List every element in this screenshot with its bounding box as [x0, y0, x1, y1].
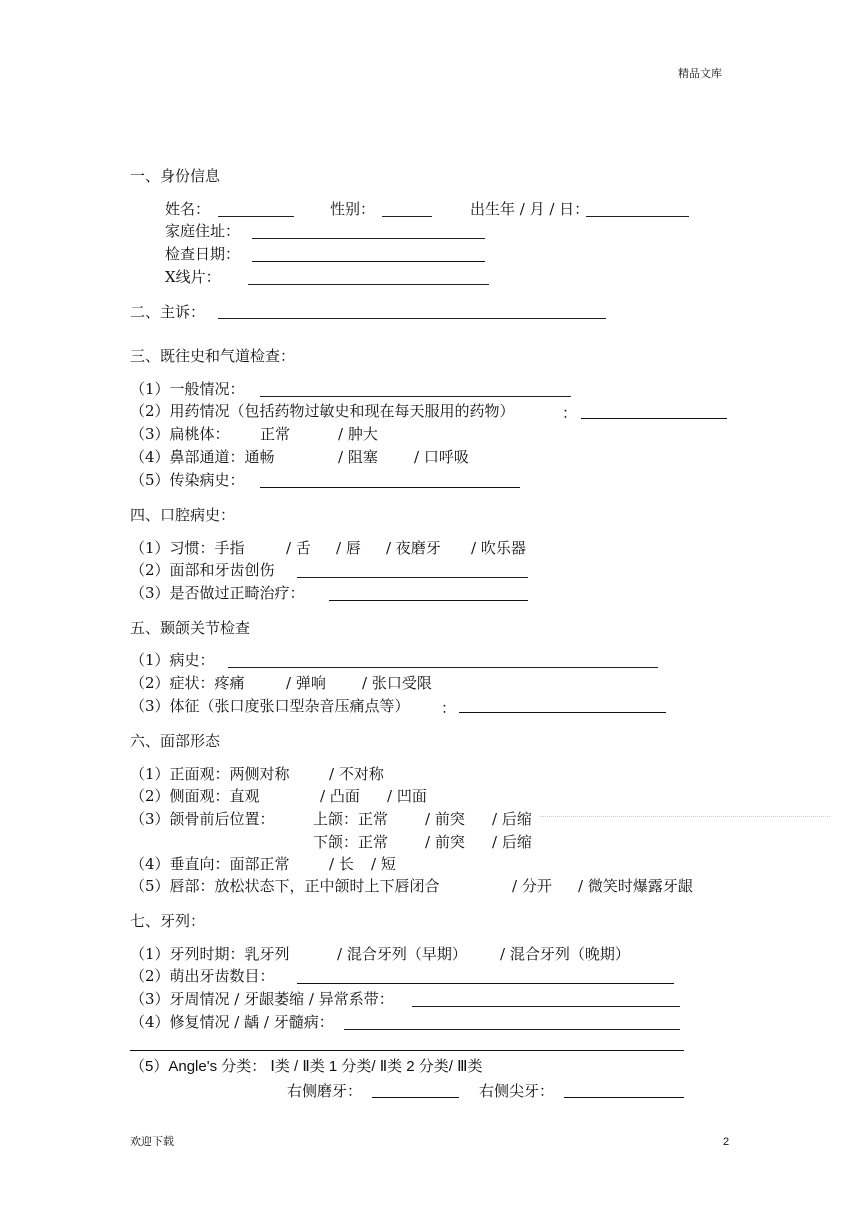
dotted-guide: [540, 816, 830, 817]
tmj-clicking-option[interactable]: / 弹响: [286, 674, 326, 692]
right-molar-label: 右侧磨牙：: [287, 1082, 363, 1100]
lower-jaw-retract-option[interactable]: / 后缩: [492, 833, 532, 851]
tonsil-label: （3）扁桃体：: [130, 425, 230, 443]
gummy-smile-option[interactable]: / 微笑时爆露牙龈: [578, 877, 693, 895]
tmj-signs-field[interactable]: [459, 712, 666, 713]
name-field[interactable]: [218, 216, 294, 217]
tmj-history-label: （1）病史：: [130, 651, 215, 669]
upper-jaw-protrude-option[interactable]: / 前突: [425, 810, 465, 828]
infectious-history-field[interactable]: [260, 487, 520, 488]
vertical-short-option[interactable]: / 短: [371, 855, 396, 873]
xray-label: X线片：: [165, 268, 221, 286]
tmj-symptoms-label: （2）症状：疼痛: [130, 674, 245, 692]
habit-wind-instrument-option[interactable]: / 吹乐器: [471, 539, 526, 557]
tmj-signs-colon: ：: [441, 699, 457, 717]
profile-concave-option[interactable]: / 凹面: [387, 787, 427, 805]
medication-label: （2）用药情况（包括药物过敏史和现在每天服用的药物）: [130, 402, 515, 420]
right-canine-label: 右侧尖牙：: [479, 1082, 555, 1100]
section-history-title: 三、既往史和气道检查：: [130, 347, 296, 365]
mixed-late-option[interactable]: / 混合牙列（晚期）: [500, 945, 630, 963]
nasal-passage-label: （4）鼻部通道：通畅: [130, 448, 275, 466]
periodontal-label: （3）牙周情况 / 牙龈萎缩 / 异常系带：: [130, 990, 394, 1008]
upper-jaw-retract-option[interactable]: / 后缩: [492, 810, 532, 828]
habit-bruxism-option[interactable]: / 夜磨牙: [386, 539, 441, 557]
erupted-teeth-field[interactable]: [297, 983, 674, 984]
exam-date-field[interactable]: [252, 261, 485, 262]
frontal-asymmetric-option[interactable]: / 不对称: [329, 765, 384, 783]
medication-field[interactable]: [581, 418, 727, 419]
dob-label: 出生年 / 月 / 日：: [470, 200, 590, 218]
address-field[interactable]: [252, 238, 485, 239]
lips-label: （5）唇部：放松状态下，正中颌时上下唇闭合: [130, 877, 440, 895]
restoration-extra-line[interactable]: [130, 1050, 684, 1051]
profile-convex-option[interactable]: / 凸面: [320, 787, 360, 805]
frontal-view-label: （1）正面观：两侧对称: [130, 765, 290, 783]
restoration-field[interactable]: [344, 1029, 680, 1030]
gender-field[interactable]: [382, 216, 432, 217]
mixed-early-option[interactable]: / 混合牙列（早期）: [337, 945, 467, 963]
restoration-label: （4）修复情况 / 龋 / 牙髓病：: [130, 1013, 334, 1031]
habits-label: （1）习惯：手指: [130, 539, 245, 557]
vertical-label: （4）垂直向：面部正常: [130, 855, 290, 873]
mouth-breathing-option[interactable]: / 口呼吸: [414, 448, 469, 466]
erupted-teeth-label: （2）萌出牙齿数目：: [130, 967, 275, 985]
section-complaint-title: 二、主诉：: [130, 303, 206, 321]
profile-view-label: （2）侧面观：直观: [130, 787, 260, 805]
section-oral-history-title: 四、口腔病史：: [130, 506, 236, 524]
ortho-treatment-label: （3）是否做过正畸治疗：: [130, 584, 305, 602]
trauma-label: （2）面部和牙齿创伤: [130, 561, 275, 579]
vertical-long-option[interactable]: / 长: [329, 855, 354, 873]
address-label: 家庭住址：: [165, 222, 241, 240]
gender-label: 性别：: [330, 200, 376, 218]
tmj-history-field[interactable]: [228, 667, 658, 668]
general-condition-label: （1）一般情况：: [130, 380, 245, 398]
right-canine-field[interactable]: [564, 1097, 684, 1098]
right-molar-field[interactable]: [372, 1097, 459, 1098]
page-number: 2: [723, 1136, 730, 1148]
general-condition-field[interactable]: [260, 396, 571, 397]
dentition-stage-label: （1）牙列时期：乳牙列: [130, 945, 290, 963]
trauma-field[interactable]: [297, 577, 528, 578]
periodontal-field[interactable]: [412, 1006, 680, 1007]
angle-classification-label: （5）Angle's 分类： Ⅰ类 / Ⅱ类 1 分类/ Ⅱ类 2 分类/ Ⅲ类: [130, 1058, 483, 1075]
footer-welcome: 欢迎下载: [130, 1135, 174, 1148]
section-identity-title: 一、身份信息: [130, 167, 221, 185]
medication-colon: ：: [562, 404, 578, 422]
section-dentition-title: 七、牙列：: [130, 912, 206, 930]
tonsil-swollen-option[interactable]: / 肿大: [338, 425, 378, 443]
section-tmj-title: 五、颞颌关节检查: [130, 619, 251, 637]
habit-tongue-option[interactable]: / 舌: [286, 539, 311, 557]
exam-date-label: 检查日期：: [165, 245, 241, 263]
lips-apart-option[interactable]: / 分开: [512, 877, 552, 895]
complaint-field[interactable]: [218, 318, 606, 319]
xray-field[interactable]: [248, 284, 489, 285]
infectious-history-label: （5）传染病史：: [130, 471, 245, 489]
jaw-position-label: （3）颌骨前后位置：: [130, 810, 275, 828]
tonsil-normal-option[interactable]: 正常: [260, 425, 291, 443]
tmj-signs-label: （3）体征（张口度张口型杂音压痛点等）: [130, 697, 410, 715]
lower-jaw-protrude-option[interactable]: / 前突: [425, 833, 465, 851]
upper-jaw-normal-option[interactable]: 上颌：正常: [313, 810, 389, 828]
nasal-blocked-option[interactable]: / 阻塞: [338, 448, 378, 466]
habit-lip-option[interactable]: / 唇: [336, 539, 361, 557]
tmj-limited-opening-option[interactable]: / 张口受限: [362, 674, 432, 692]
ortho-treatment-field[interactable]: [329, 600, 528, 601]
name-label: 姓名：: [165, 200, 211, 218]
lower-jaw-normal-option[interactable]: 下颌：正常: [313, 833, 389, 851]
header-brand: 精品文库: [678, 67, 722, 80]
dob-field[interactable]: [586, 216, 689, 217]
section-facial-title: 六、面部形态: [130, 732, 221, 750]
